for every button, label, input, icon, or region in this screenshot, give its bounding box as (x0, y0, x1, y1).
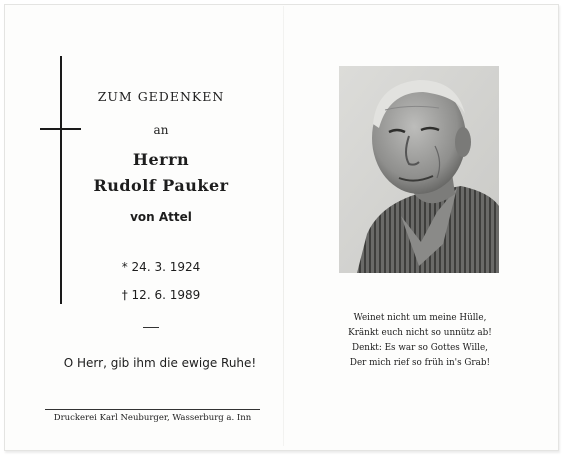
prayer-text: O Herr, gib ihm die ewige Ruhe! (63, 356, 257, 370)
salutation: Herrn (132, 150, 190, 169)
cross-icon (60, 56, 62, 304)
origin: von Attel (130, 210, 192, 224)
separator-dash (143, 327, 159, 328)
divider-line (45, 409, 260, 410)
printer-credit: Druckerei Karl Neuburger, Wasserburg a. Inn (53, 413, 252, 423)
cross-icon-bar (40, 128, 81, 130)
card-fold (283, 6, 284, 446)
an-text: an (153, 123, 169, 137)
heading: ZUM GEDENKEN (97, 89, 225, 104)
birth-date: * 24. 3. 1924 (121, 260, 201, 274)
poem-line: Weinet nicht um meine Hülle, (353, 313, 487, 323)
poem (330, 311, 510, 371)
portrait-photo (339, 66, 499, 273)
deceased-name: Rudolf Pauker (93, 176, 229, 195)
poem-line: Der mich rief so früh in's Grab! (349, 358, 491, 368)
death-date: † 12. 6. 1989 (121, 288, 201, 302)
poem-line: Denkt: Es war so Gottes Wille, (352, 343, 488, 353)
portrait-photo-drawing (339, 66, 499, 273)
poem-line: Kränkt euch nicht so unnütz ab! (348, 328, 492, 338)
